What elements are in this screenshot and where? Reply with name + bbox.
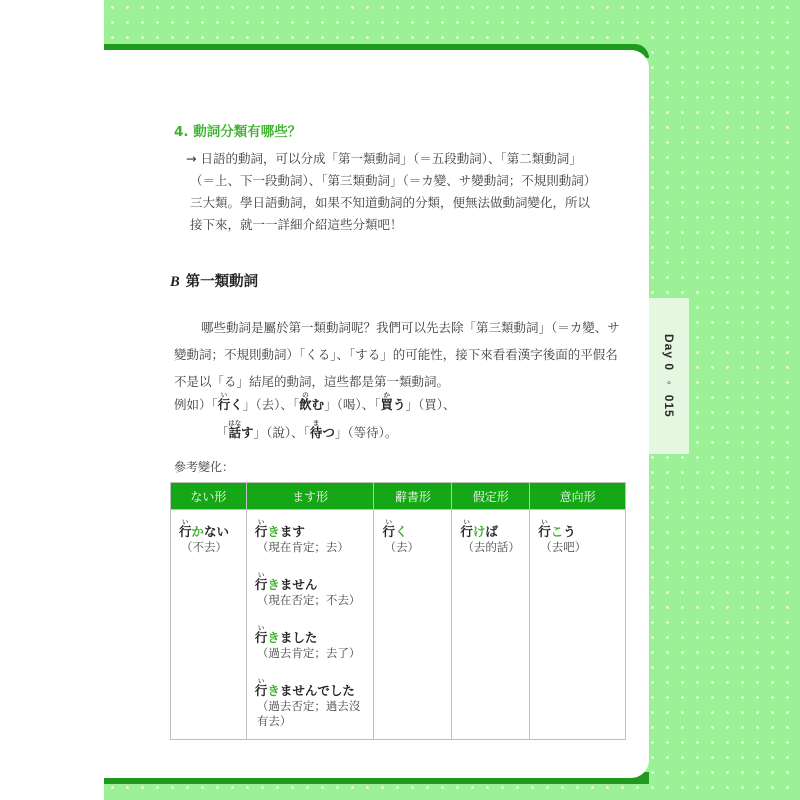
conjugation-entry: 行いかない （不去） xyxy=(179,518,230,554)
conjugation-entry: 行いく （去） xyxy=(382,518,419,554)
header-volitional-form: 意向形 xyxy=(530,483,626,510)
day-side-tab xyxy=(649,298,689,454)
section-4-title: 4. 動詞分類有哪些？ xyxy=(174,124,302,140)
conjugation-entry: 行いきません （現在否定；不去） xyxy=(254,571,361,607)
conjugation-entry: 行いきました （過去肯定；去了） xyxy=(254,624,361,660)
example-item: 「話はなす」（說）、 xyxy=(216,419,304,440)
conjugation-entry: 行いこう （去吧） xyxy=(538,518,587,554)
table-header-row xyxy=(171,483,626,510)
conjugation-entry: 行いきます （現在肯定；去） xyxy=(254,518,349,554)
example-prefix: 例如） xyxy=(174,397,212,412)
section-b-title: 第一類動詞 xyxy=(185,274,259,290)
conjugation-entry: 行いけば （去的話） xyxy=(460,518,520,554)
conjugation-entry: 行いきませんでした （過去否定；過去沒有去） xyxy=(254,677,361,728)
example-item: 「行いく」（去）、 xyxy=(211,391,293,412)
cell-conditional-form xyxy=(452,510,530,740)
example-item: 「飲のむ」（喝）、 xyxy=(292,391,375,412)
example-item: 「待まつ」（等待）。 xyxy=(303,419,398,440)
header-masu-form: ます形 xyxy=(246,483,374,510)
example-item: 「買かう」（買）、 xyxy=(374,391,456,412)
cell-volitional-form xyxy=(530,510,626,740)
examples-block xyxy=(174,391,622,447)
section-b-intro: 哪些動詞是屬於第一類動詞呢？我們可以先去除「第三類動詞」（＝カ變、サ變動詞；不規則動詞）「くる」、「する」的可能性，接下來看看漢字後面的平假名不是以「る」結尾的動詞，這些都是第一類動詞。 xyxy=(174,320,620,389)
section-4-line-2: （＝上、下一段動詞）、「第三類動詞」（＝カ變、サ變動詞；不規則動詞） xyxy=(190,173,597,188)
table-row xyxy=(171,510,626,740)
header-dictionary-form: 辭書形 xyxy=(374,483,452,510)
section-4-line-4: 接下來，就一一詳細介紹這些分類吧！ xyxy=(190,217,403,232)
b-section-icon: B xyxy=(170,274,180,290)
reference-label: 參考變化： xyxy=(174,460,235,474)
header-conditional-form: 假定形 xyxy=(452,483,530,510)
page-gutter xyxy=(0,0,104,800)
header-nai-form: ない形 xyxy=(171,483,247,510)
section-4-line-3: 三大類。學日語動詞，如果不知道動詞的分類，便無法做動詞變化，所以 xyxy=(190,195,591,210)
section-b-heading xyxy=(170,270,258,291)
cell-masu-form xyxy=(246,510,374,740)
examples-line-1 xyxy=(174,391,622,419)
book-page xyxy=(104,50,649,778)
cell-nai-form xyxy=(171,510,247,740)
day-page-label: Day 0 ◦ 015 xyxy=(662,334,676,418)
cell-dictionary-form xyxy=(374,510,452,740)
conjugation-table xyxy=(170,482,626,740)
examples-line-2 xyxy=(174,419,622,447)
section-4-line-1: → 日語的動詞，可以分成「第一類動詞」（＝五段動詞）、「第二類動詞」 xyxy=(186,151,582,166)
